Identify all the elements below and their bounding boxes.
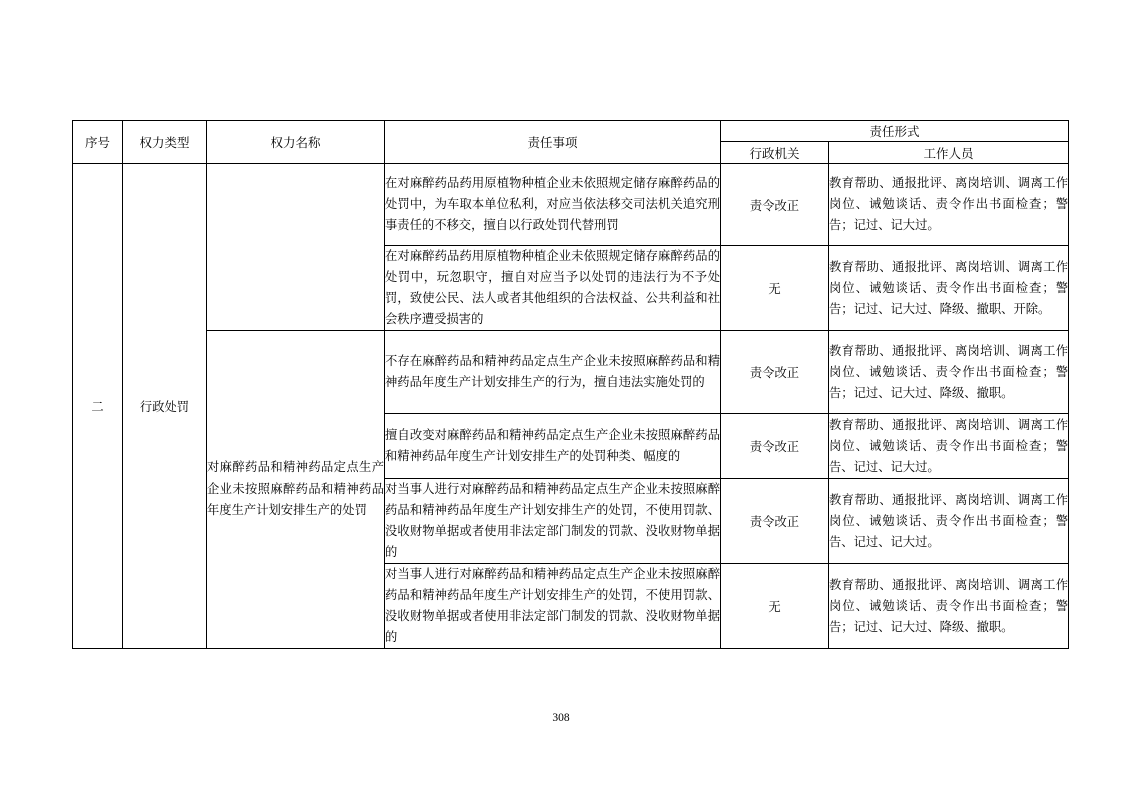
agency-cell: 责令改正 xyxy=(721,414,829,479)
power-name-cell-empty xyxy=(207,164,385,331)
header-serial: 序号 xyxy=(73,121,123,164)
staff-cell: 教育帮助、通报批评、离岗培训、调离工作岗位、诫勉谈话、责令作出书面检查；警告、记过、记大过。 xyxy=(829,414,1069,479)
matter-cell: 对当事人进行对麻醉药品和精神药品定点生产企业未按照麻醉药品和精神药品年度生产计划安排生产的处罚，不使用罚款、没收财物单据或者使用非法定部门制发的罚款、没收财物单据的 xyxy=(385,479,721,564)
agency-cell: 无 xyxy=(721,246,829,331)
power-type-cell: 行政处罚 xyxy=(123,164,207,649)
header-agency: 行政机关 xyxy=(721,142,829,164)
responsibility-table xyxy=(72,120,1069,649)
staff-cell: 教育帮助、通报批评、离岗培训、调离工作岗位、诫勉谈话、责令作出书面检查；警告；记过、记大过、降级、撤职。 xyxy=(829,564,1069,649)
power-name-cell: 对麻醉药品和精神药品定点生产企业未按照麻醉药品和精神药品年度生产计划安排生产的处罚 xyxy=(207,331,385,649)
page-number: 308 xyxy=(552,712,570,724)
header-power-name: 权力名称 xyxy=(207,121,385,164)
agency-cell: 责令改正 xyxy=(721,479,829,564)
serial-cell: 二 xyxy=(73,164,123,649)
staff-cell: 教育帮助、通报批评、离岗培训、调离工作岗位、诫勉谈话、责令作出书面检查；警告、记过、记大过。 xyxy=(829,479,1069,564)
header-staff: 工作人员 xyxy=(829,142,1069,164)
header-matter: 责任事项 xyxy=(385,121,721,164)
table-row xyxy=(73,164,1069,246)
agency-cell: 无 xyxy=(721,564,829,649)
header-form: 责任形式 xyxy=(721,121,1069,142)
matter-cell: 在对麻醉药品药用原植物种植企业未依照规定储存麻醉药品的处罚中，玩忽职守，擅自对应当予以处罚的违法行为不予处罚，致使公民、法人或者其他组织的合法权益、公共利益和社会秩序遭受损害的 xyxy=(385,246,721,331)
header-power-type: 权力类型 xyxy=(123,121,207,164)
staff-cell: 教育帮助、通报批评、离岗培训、调离工作岗位、诫勉谈话、责令作出书面检查；警告；记过、记大过、降级、撤职。 xyxy=(829,331,1069,414)
matter-cell: 不存在麻醉药品和精神药品定点生产企业未按照麻醉药品和精神药品年度生产计划安排生产的行为，擅自违法实施处罚的 xyxy=(385,331,721,414)
table-row xyxy=(73,331,1069,414)
agency-cell: 责令改正 xyxy=(721,331,829,414)
matter-cell: 对当事人进行对麻醉药品和精神药品定点生产企业未按照麻醉药品和精神药品年度生产计划安排生产的处罚，不使用罚款、没收财物单据或者使用非法定部门制发的罚款、没收财物单据的 xyxy=(385,564,721,649)
agency-cell: 责令改正 xyxy=(721,164,829,246)
matter-cell: 擅自改变对麻醉药品和精神药品定点生产企业未按照麻醉药品和精神药品年度生产计划安排生产的处罚种类、幅度的 xyxy=(385,414,721,479)
staff-cell: 教育帮助、通报批评、离岗培训、调离工作岗位、诫勉谈话、责令作出书面检查；警告；记过、记大过、降级、撤职、开除。 xyxy=(829,246,1069,331)
matter-cell: 在对麻醉药品药用原植物种植企业未依照规定储存麻醉药品的处罚中，为车取本单位私利，对应当依法移交司法机关追究刑事责任的不移交，擅自以行政处罚代替刑罚 xyxy=(385,164,721,246)
staff-cell: 教育帮助、通报批评、离岗培训、调离工作岗位、诫勉谈话、责令作出书面检查；警告；记过、记大过。 xyxy=(829,164,1069,246)
header-row xyxy=(73,121,1069,142)
